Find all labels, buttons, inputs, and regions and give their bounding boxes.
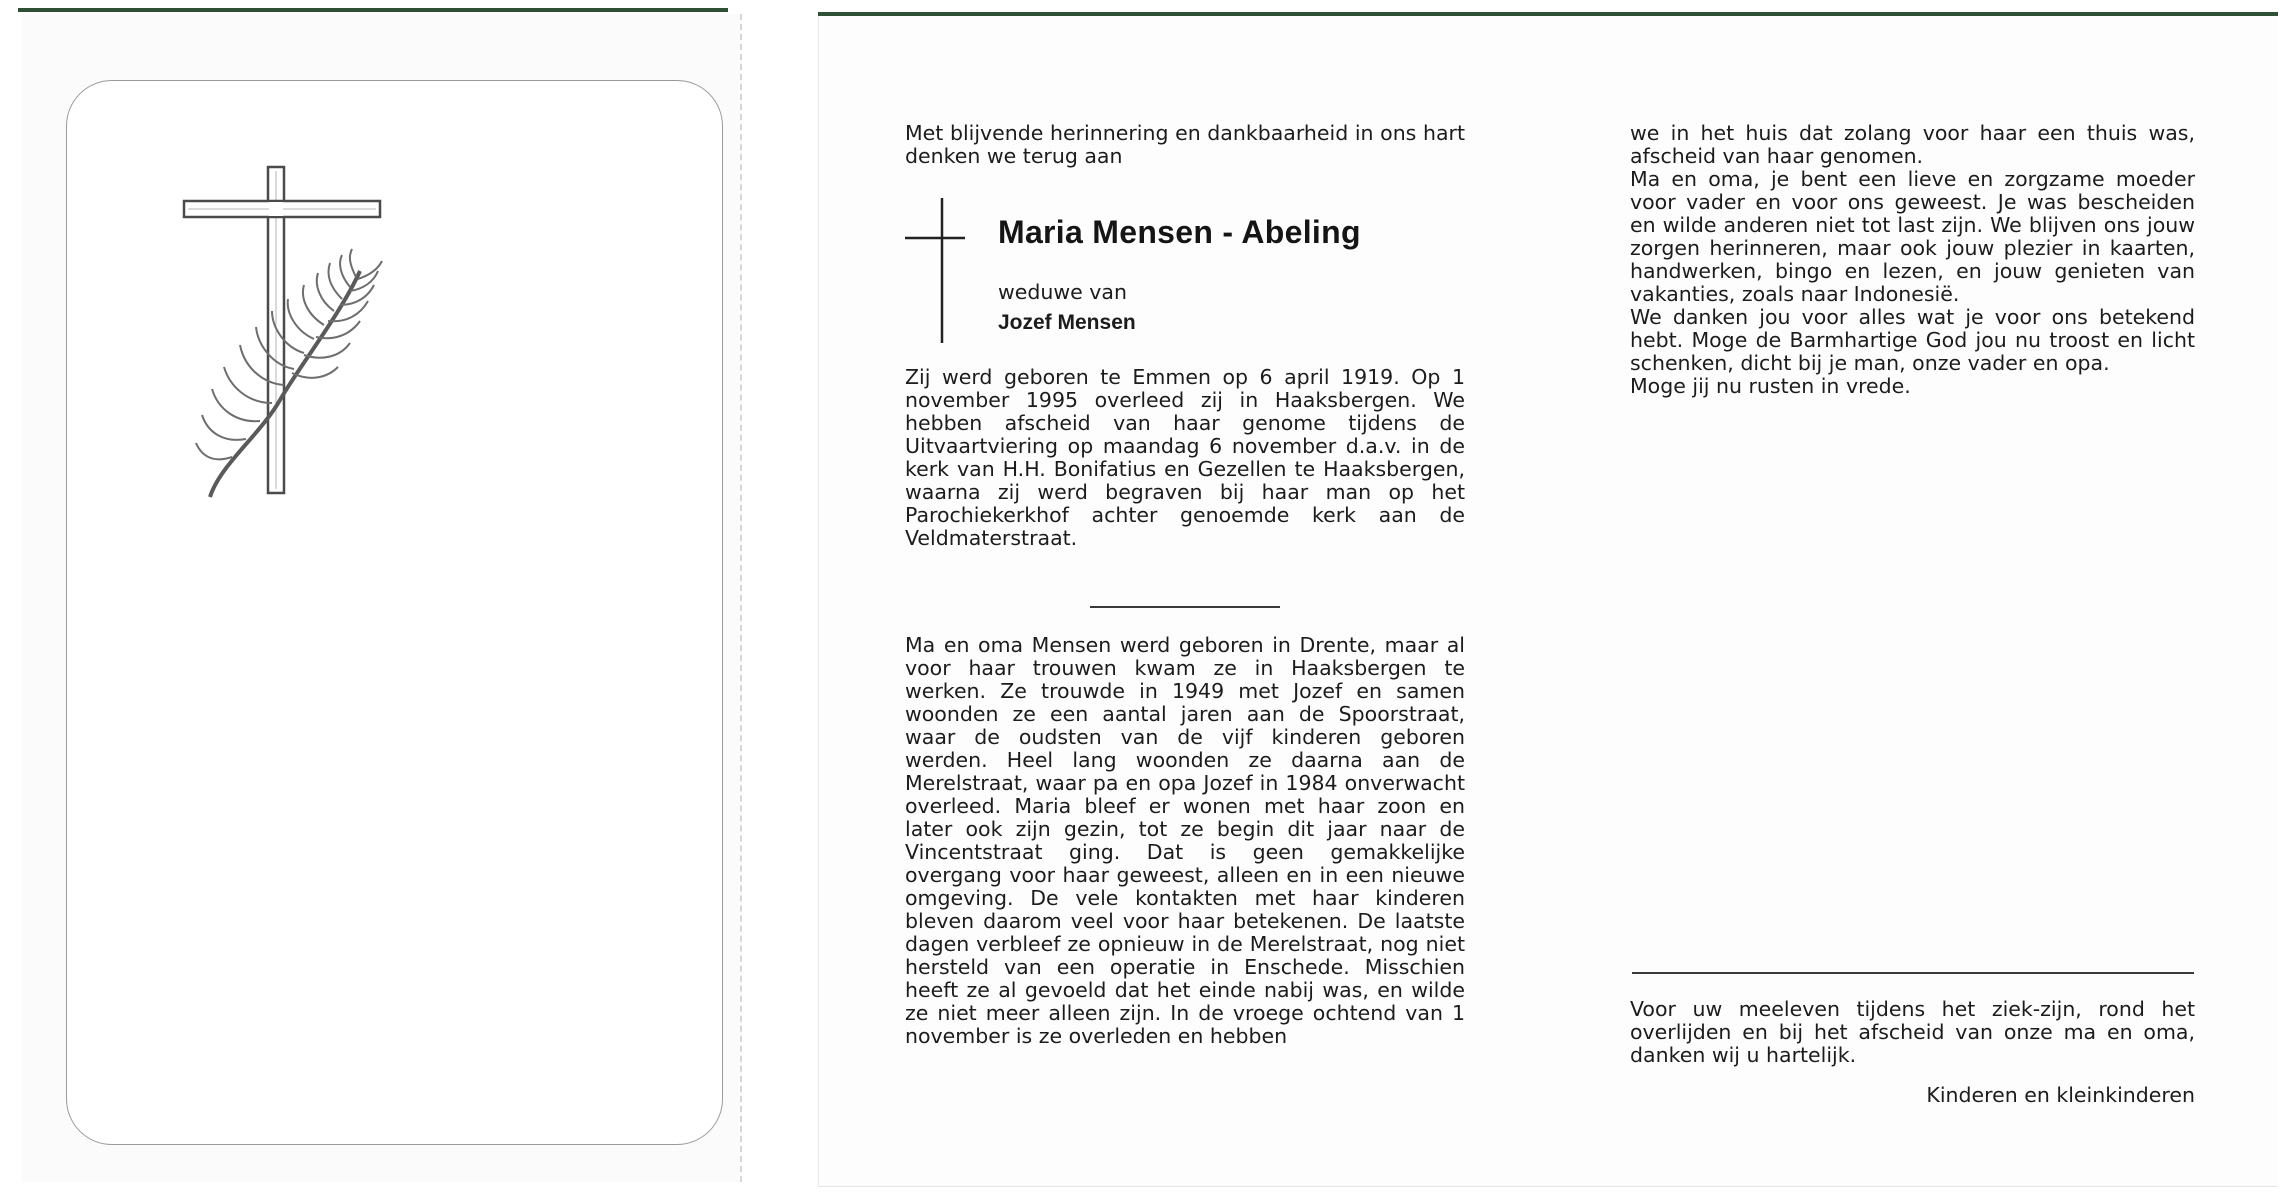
widow-label: weduwe van (998, 280, 1127, 304)
divider (1090, 606, 1280, 608)
gratitude-paragraph: We danken jou voor alles wat je voor ons betekend hebt. Moge de Barmhartige God jou nu troost en licht schenken, dicht bij je man, onze vader en opa. (1630, 305, 2195, 375)
card-edge-left (18, 8, 728, 12)
fold-gap (742, 14, 818, 1186)
right-column-text (1630, 122, 2195, 398)
cross-icon (905, 198, 965, 343)
deceased-name: Maria Mensen - Abeling (998, 214, 1361, 250)
cover-frame (66, 80, 723, 1145)
continuation-paragraph: we in het huis dat zolang voor haar een thuis was, afscheid van haar genomen. (1630, 121, 2195, 168)
name-block (905, 198, 1465, 343)
life-story-paragraph: Ma en oma Mensen werd geboren in Drente, maar al voor haar trouwen kwam ze in Haaksbergen te werken. Ze trouwde in 1949 met Jozef en samen woonden ze een aantal jaren aan de Spoorstraat, waar de oudsten van de vijf kinderen geboren werden. Heel lang woonden ze daarna aan de Merelstraat, waar pa en opa Jozef in 1984 onverwacht overleed. Maria bleef er wonen met haar zoon en later ook zijn gezin, tot ze begin dit jaar naar de Vincentstraat ging. Dat is geen gemakkelijke overgang voor haar geweest, alleen en in een nieuwe omgeving. De vele kontakten met haar kinderen bleven daarom veel voor haar betekenen. De laatste dagen verbleef ze opnieuw in de Merelstraat, nog niet hersteld van een operatie in Enschede. Misschien heeft ze al gevoeld dat het einde nabij was, en wilde ze niet meer alleen zijn. In de vroege ochtend van 1 november is ze overleden en hebben (905, 633, 1465, 1048)
thanks-paragraph: Voor uw meeleven tijdens het ziek-zijn, rond het overlijden en bij het afscheid van onze ma en oma, danken wij u hartelijk. (1630, 997, 2195, 1067)
cross-with-palm-branch-icon (180, 165, 390, 505)
signature: Kinderen en kleinkinderen (1926, 1083, 2195, 1107)
intro-text: Met blijvende herinnering en dankbaarheid in ons hart denken we terug aan (905, 121, 1465, 168)
husband-name: Jozef Mensen (998, 311, 1136, 334)
rest-in-peace-line: Moge jij nu rusten in vrede. (1630, 374, 1911, 398)
birth-death-paragraph: Zij werd geboren te Emmen op 6 april 1919. Op 1 november 1995 overleed zij in Haaksbergen. We hebben afscheid van haar genome tijdens de Uitvaartviering op maandag 6 november d.a.v. in de kerk van H.H. Bonifatius en Gezellen te Haaksbergen, waarna zij werd begraven bij haar man op het Parochiekerkhof achter genoemde kerk aan de Veldmaterstraat. (905, 365, 1465, 550)
tribute-paragraph: Ma en oma, je bent een lieve en zorgzame moeder voor vader en voor ons geweest. Je was bescheiden en wilde anderen niet tot last zijn. We blijven ons jouw zorgen herinneren, maar ook jouw plezier in kaarten, handwerken, bingo en lezen, en jouw genieten van vakanties, zoals naar Indonesië. (1630, 167, 2195, 306)
divider (1632, 972, 2194, 974)
